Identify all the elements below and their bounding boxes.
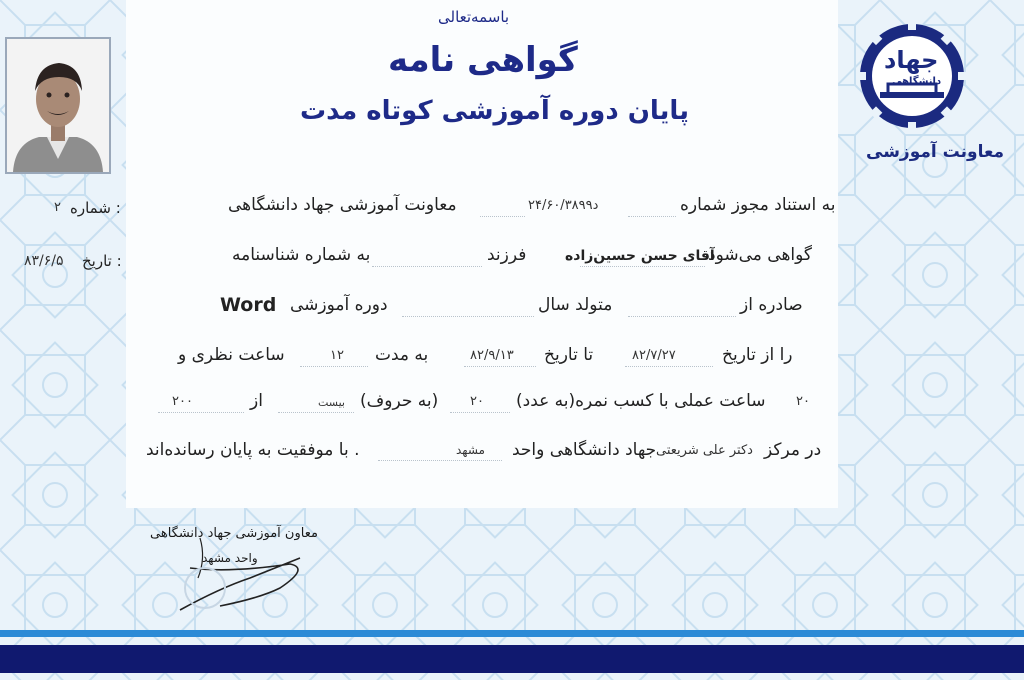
- line2-child: فرزند: [487, 245, 527, 265]
- logo-name: جهاد: [884, 46, 939, 74]
- start-date: ۸۲/۷/۲۷: [632, 348, 676, 363]
- logo-caption: معاونت آموزشی: [866, 142, 1005, 162]
- permit-number: ۲۴/۶۰/۳۸۹۹د: [528, 198, 599, 213]
- certificate-title: گواهی نامه: [388, 40, 578, 80]
- signature-title: معاون آموزشی جهاد دانشگاهی: [150, 526, 318, 541]
- line4-from: را از تاریخ: [722, 345, 793, 365]
- person-name: آقای حسن حسین‌زاده: [565, 248, 715, 264]
- number-value: ۲: [54, 200, 61, 215]
- line3-born: متولد سال: [538, 295, 613, 315]
- line3-issued: صادره از: [740, 295, 803, 315]
- certificate-subtitle: پایان دوره آموزشی کوتاه مدت: [300, 96, 689, 126]
- number-label: شماره :: [70, 199, 121, 217]
- line1-prefix: به استناد مجوز شماره: [680, 195, 836, 215]
- max-score: ۲۰۰: [172, 394, 193, 409]
- portrait-image: [7, 39, 109, 172]
- line3-course: دوره آموزشی: [290, 295, 388, 315]
- line2-id: به شماره شناسنامه: [232, 245, 371, 265]
- footer-stripe-dark: [0, 645, 1024, 673]
- holder-photo: [5, 37, 111, 174]
- line4-to: تا تاریخ: [544, 345, 594, 365]
- course-name: Word: [220, 294, 277, 316]
- center-name: دکتر علی شریعتی: [656, 443, 753, 458]
- signature-unit: واحد مشهد: [202, 551, 258, 565]
- jahad-logo: [852, 18, 972, 133]
- invocation-text: باسمه‌تعالی: [438, 8, 510, 26]
- unit-name: مشهد: [456, 443, 485, 457]
- line1-suffix: معاونت آموزشی جهاد دانشگاهی: [228, 195, 457, 215]
- line6-unit: جهاد دانشگاهی واحد: [512, 440, 657, 460]
- line2-prefix: گواهی می‌شود: [708, 245, 813, 265]
- theory-hours: ۱۲: [330, 348, 344, 363]
- line6-end: با موفقیت به پایان رسانده‌اند .: [146, 440, 360, 460]
- logo-sub: دانشگاهی: [892, 76, 942, 87]
- date-value: ۸۳/۶/۵: [24, 253, 64, 269]
- line4-theory: ساعت نظری و: [178, 345, 285, 365]
- date-label: تاریخ :: [82, 252, 122, 270]
- line6-center: در مرکز: [764, 440, 822, 460]
- signature-scribble: [160, 528, 320, 618]
- line5-letters: (به حروف): [360, 391, 439, 411]
- practical-hours: ۲۰: [796, 394, 810, 409]
- line5-practical: ساعت عملی با کسب نمره(به عدد): [516, 391, 766, 411]
- line4-duration: به مدت: [375, 345, 429, 365]
- score-letters: بیست: [318, 396, 345, 409]
- score-number: ۲۰: [470, 394, 484, 409]
- end-date: ۸۲/۹/۱۳: [470, 348, 514, 363]
- footer-stripe-light: [0, 630, 1024, 637]
- line5-of: از: [250, 391, 263, 411]
